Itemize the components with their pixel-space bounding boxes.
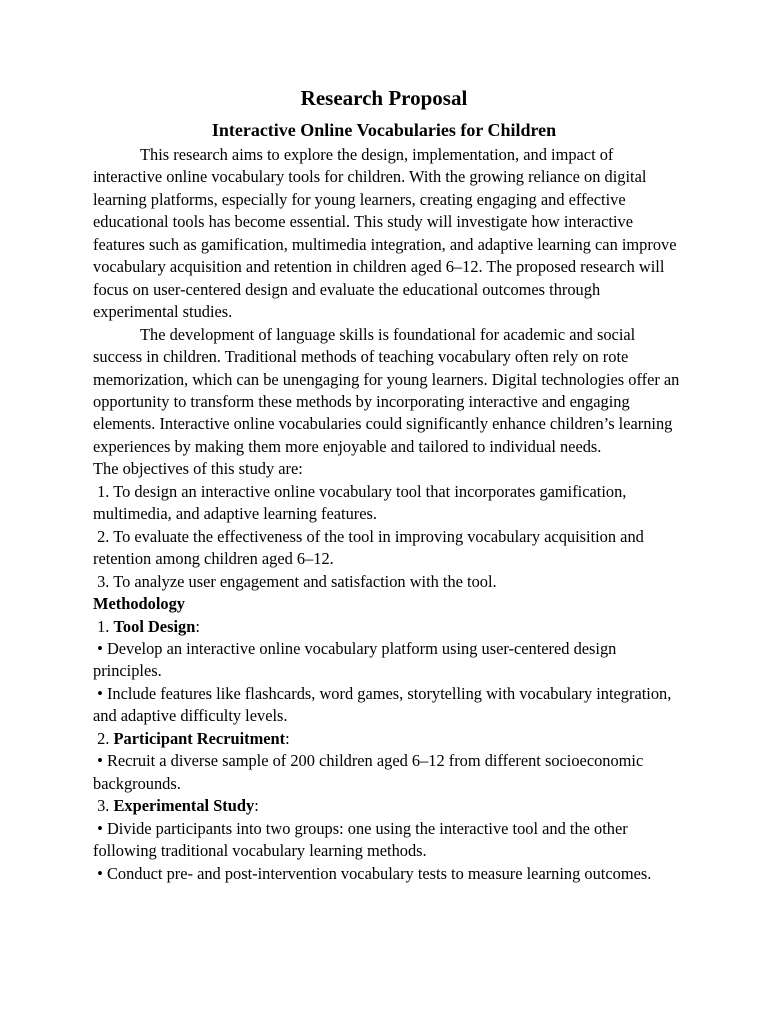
step-number: 3. [93, 796, 114, 816]
methodology-step: 2. Participant Recruitment: [93, 728, 290, 748]
document-subtitle: Interactive Online Vocabularies for Children [211, 120, 557, 140]
step-heading: Tool Design [113, 616, 196, 636]
methodology-bullet: • Recruit a diverse sample of 200 children aged 6–12 from different socioeconomic backgrounds. [93, 751, 648, 793]
background-paragraph: The development of language skills is foundational for academic and social success in children. Traditional methods of teaching vocabulary often rely on rote memorization, which can be unengaging for young learners. Digital technologies offer an opportunity to transform these methods by incorporating interactive and engaging elements. Interactive online vocabularies could significantly enhance children’s learning experiences by making them more enjoyable and tailored to individual needs. [93, 324, 680, 456]
step-number: 1. [93, 616, 114, 636]
methodology-bullet: • Divide participants into two groups: one using the interactive tool and the other following traditional vocabulary learning methods. [93, 818, 632, 861]
methodology-step: 3. Experimental Study: [93, 796, 259, 816]
step-number: 2. [93, 728, 114, 748]
methodology-bullet: • Include features like flashcards, word games, storytelling with vocabulary integration, and adaptive difficulty levels. [93, 683, 676, 726]
objectives-intro: The objectives of this study are: [93, 459, 303, 479]
intro-paragraph: This research aims to explore the design, implementation, and impact of interactive online vocabulary tools for children. With the growing reliance on digital learning platforms, especially for young learners, creating engaging and effective educational tools has become essential. This study will investigate how interactive features such as gamification, multimedia integration, and adaptive learning can improve vocabulary acquisition and retention in children aged 6–12. The proposed research will focus on user-centered design and evaluate the educational outcomes through experimental studies. [93, 145, 677, 322]
step-heading: Participant Recruitment [113, 728, 286, 748]
methodology-bullet: • Conduct pre- and post-intervention vocabulary tests to measure learning outcomes. [93, 863, 652, 883]
methodology-bullet: • Develop an interactive online vocabulary platform using user-centered design principles. [93, 638, 621, 681]
document-title: Research Proposal [300, 86, 468, 110]
methodology-heading: Methodology [93, 594, 185, 614]
methodology-step: 1. Tool Design: [93, 616, 200, 636]
document-body [93, 144, 681, 885]
objective-item: 3. To analyze user engagement and satisfaction with the tool. [93, 571, 497, 591]
objective-item: 2. To evaluate the effectiveness of the tool in improving vocabulary acquisition and retention among children aged 6–12. [93, 526, 648, 569]
objective-item: 1. To design an interactive online vocabulary tool that incorporates gamification, multimedia, and adaptive learning features. [93, 481, 631, 524]
step-heading: Experimental Study [113, 796, 255, 816]
